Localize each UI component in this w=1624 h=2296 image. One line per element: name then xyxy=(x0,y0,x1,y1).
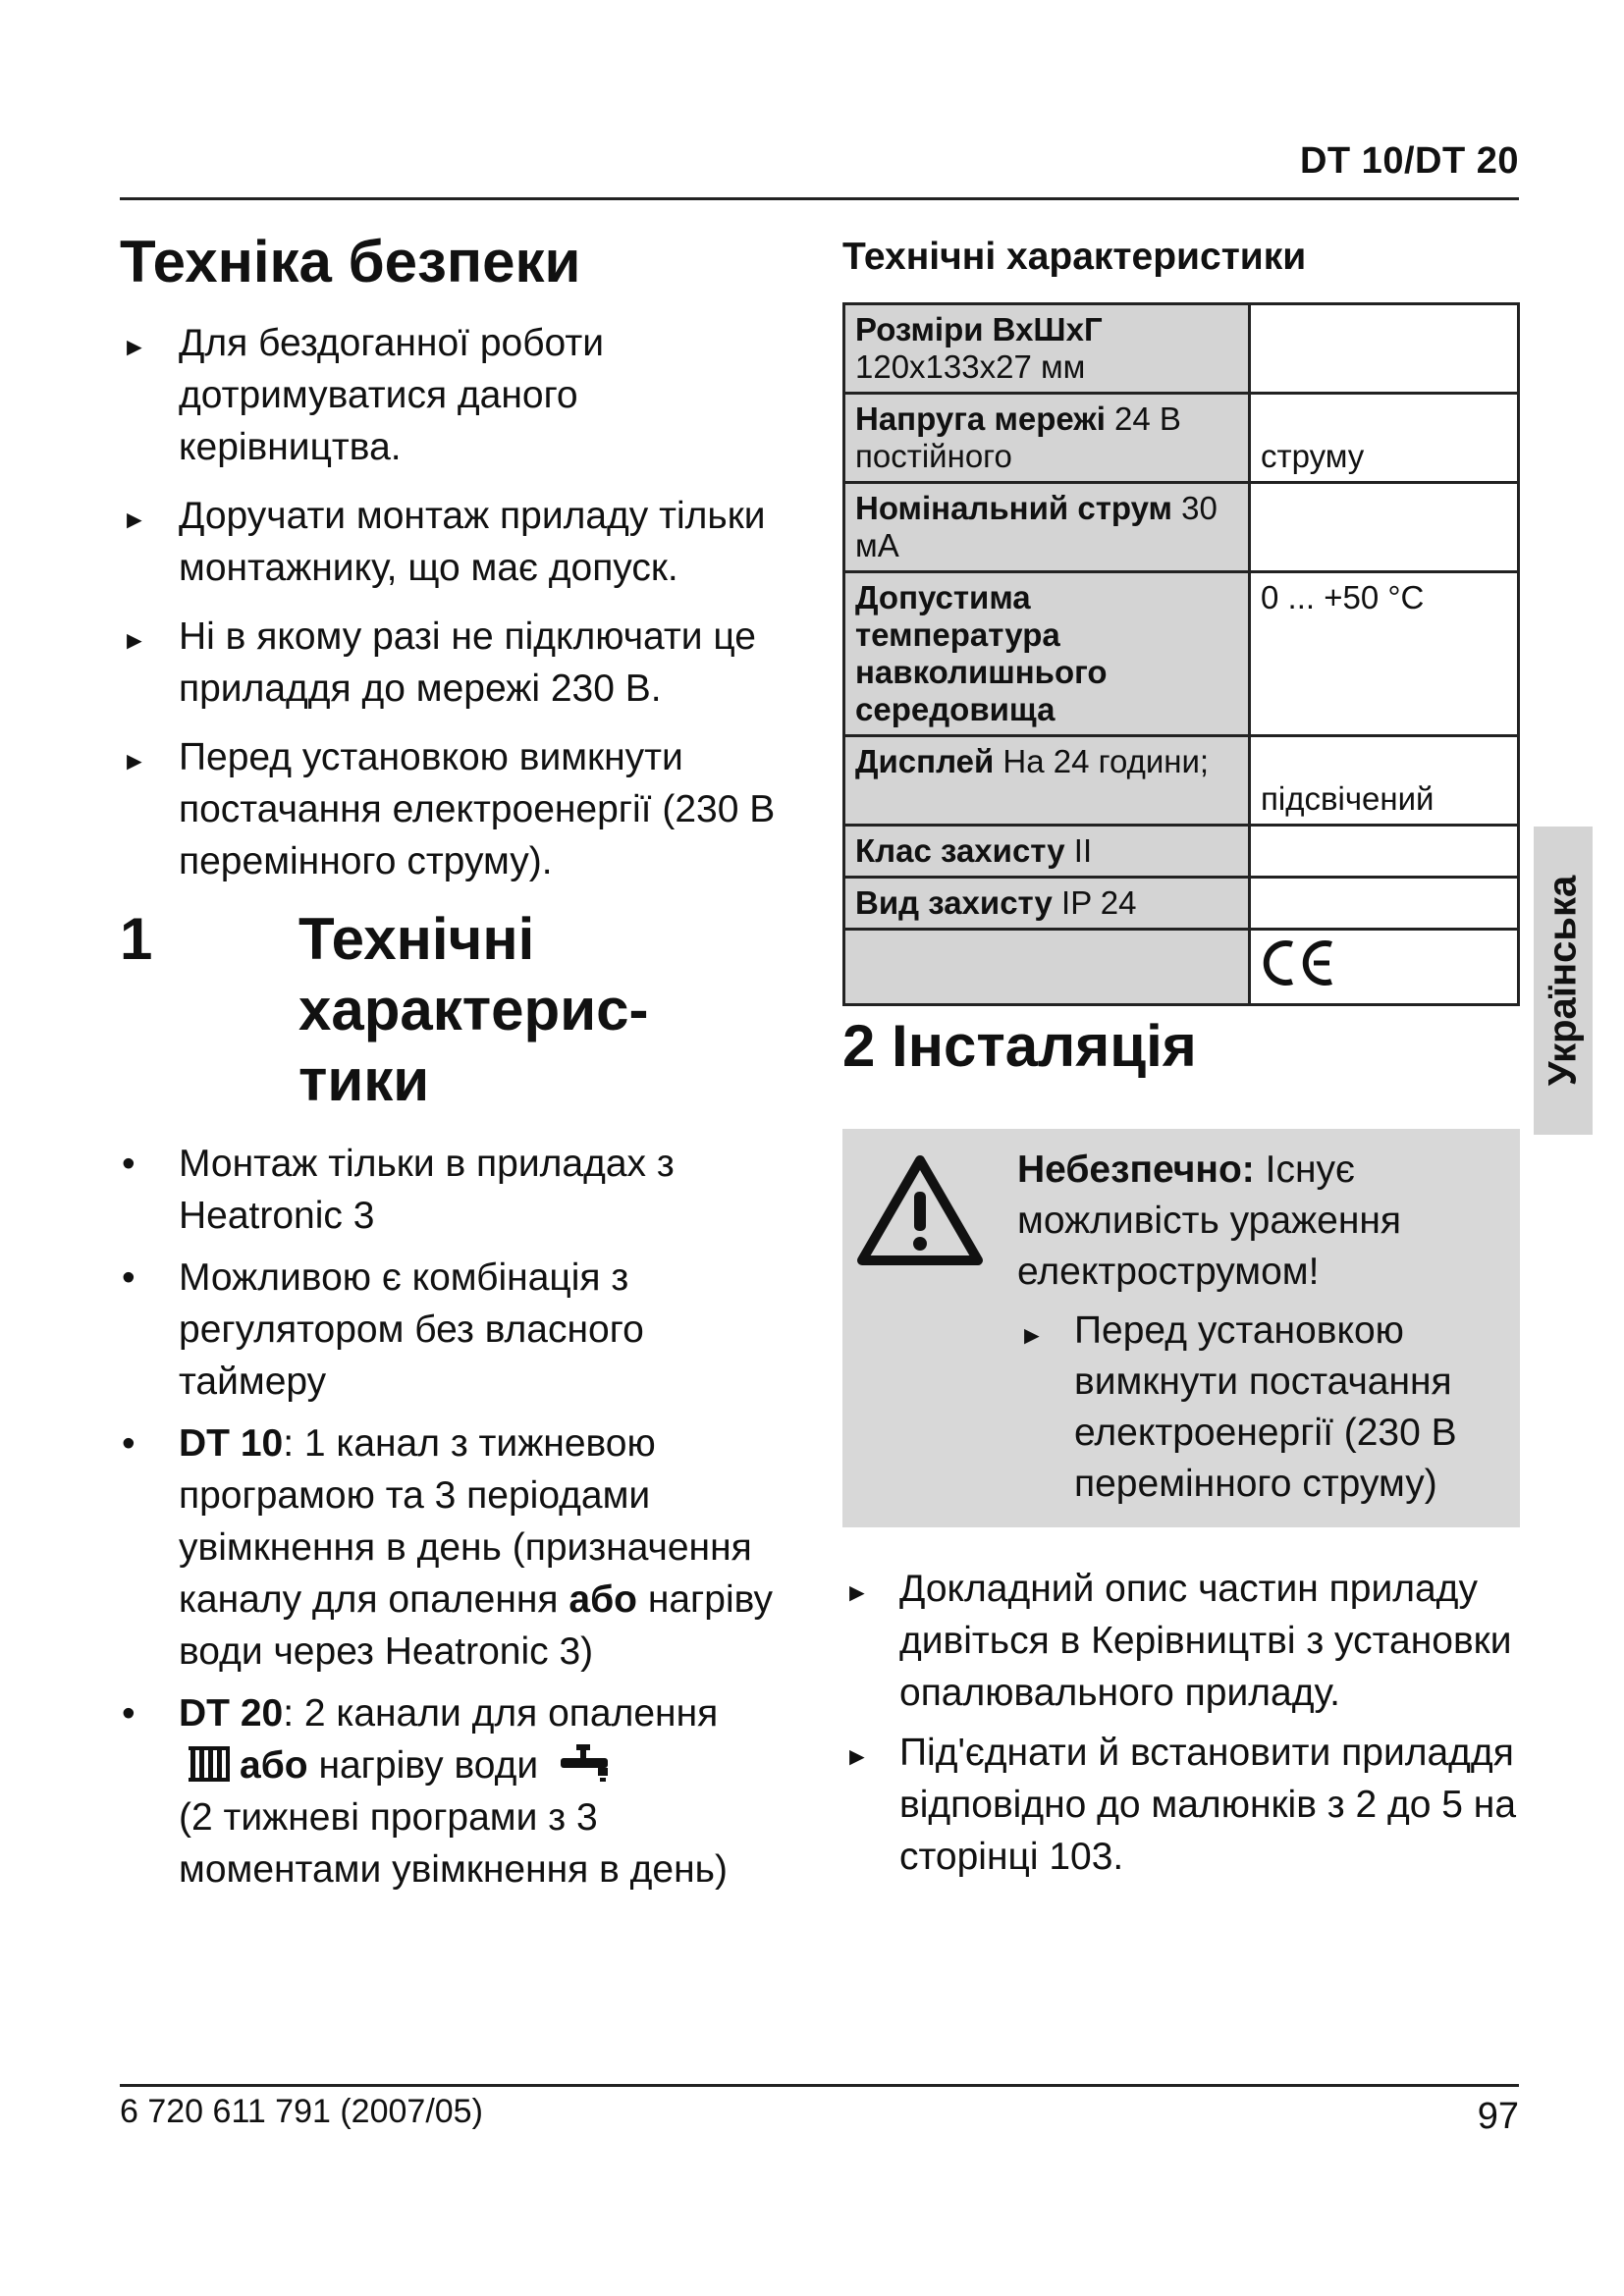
warning-label: Небезпечно: xyxy=(1017,1148,1255,1191)
installation-list xyxy=(842,1563,1520,1883)
list-item: • Можливою є комбінація з регулятором без власного таймеру xyxy=(122,1256,644,1403)
arrow-bullet-icon: ► xyxy=(122,625,147,655)
arrow-bullet-icon: ► xyxy=(122,746,147,775)
arrow-bullet-icon: ► xyxy=(122,332,147,361)
spec-table xyxy=(842,302,1520,1006)
footer-rule xyxy=(120,2084,1519,2087)
list-item: ► Перед установкою вимкнути постачання електроенергії (230 В перемінного струму). xyxy=(122,736,776,882)
arrow-bullet-icon: ► xyxy=(844,1577,870,1607)
table-row: Розміри ВхШхГ 120x133x27 мм xyxy=(844,304,1519,394)
warning-text: Існує можливість ураження електрострумом! xyxy=(1017,1148,1402,1293)
list-item: • Монтаж тільки в приладах з Heatronic 3 xyxy=(122,1143,675,1237)
list-item: ► Доручати монтаж приладу тільки монтажнику, що має допуск. xyxy=(122,495,766,589)
water-tap-icon xyxy=(557,1742,612,1784)
right-column xyxy=(842,236,1520,1891)
list-item: ► Для бездоганної роботи дотримуватися даного керівництва. xyxy=(122,322,605,468)
section1-title: Технічні характерис-тики xyxy=(298,906,649,1113)
arrow-bullet-icon: ► xyxy=(844,1741,870,1771)
safety-title: Техніка безпеки xyxy=(120,229,581,294)
warning-triangle-icon xyxy=(856,1152,984,1268)
table-row: Дисплей На 24 години; підсвічений xyxy=(844,736,1519,826)
header-rule xyxy=(120,197,1519,200)
danger-warning-box xyxy=(842,1129,1520,1527)
list-item: ► Перед установкою вимкнути постачання електроенергії (230 В перемінного струму) xyxy=(1019,1309,1457,1505)
document-code: 6 720 611 791 (2007/05) xyxy=(120,2093,483,2130)
installation-title: 2 Інсталяція xyxy=(842,1013,1197,1079)
language-tab: Українська xyxy=(1534,827,1593,1135)
arrow-bullet-icon: ► xyxy=(1019,1320,1045,1350)
table-row: Номінальний струм 30 мА xyxy=(844,483,1519,572)
page-number: 97 xyxy=(1477,2096,1519,2137)
list-item: ► Під'єднати й встановити приладдя відповідно до малюнків з 2 до 5 на сторінці 103. xyxy=(844,1732,1517,1878)
section1-number: 1 xyxy=(120,906,153,972)
safety-list xyxy=(120,317,797,887)
section1-heading xyxy=(120,904,797,1116)
table-row: Клас захисту II xyxy=(844,826,1519,878)
table-row: Вид захисту IP 24 xyxy=(844,878,1519,930)
list-item: • DT 20: 2 канали для опалення або нагріву води (2 тижневі програми з 3 моментами увімкнення в день) xyxy=(122,1692,728,1891)
left-column xyxy=(120,228,797,1905)
ce-mark-icon xyxy=(1261,936,1339,989)
list-item: • DT 10: 1 канал з тижневою програмою та 3 періодами увімкнення в день (призначення каналу для опалення або нагріву води через Heatronic 3) xyxy=(122,1422,773,1673)
table-row: Допустима температура навколишнього середовища 0 ... +50 °C xyxy=(844,572,1519,736)
list-item: ► Ні в якому разі не підключати це приладдя до мережі 230 В. xyxy=(122,615,756,710)
tech-title: Технічні характеристики xyxy=(842,236,1307,278)
table-row: Напруга мережі 24 В постійного струму xyxy=(844,394,1519,483)
arrow-bullet-icon: ► xyxy=(122,505,147,534)
features-list xyxy=(120,1138,797,1896)
radiator-icon xyxy=(187,1744,232,1784)
table-row xyxy=(844,930,1519,1005)
list-item: ► Докладний опис частин приладу дивіться в Керівництві з установки опалювального приладу. xyxy=(844,1568,1512,1714)
header-model: DT 10/DT 20 xyxy=(1299,140,1519,182)
